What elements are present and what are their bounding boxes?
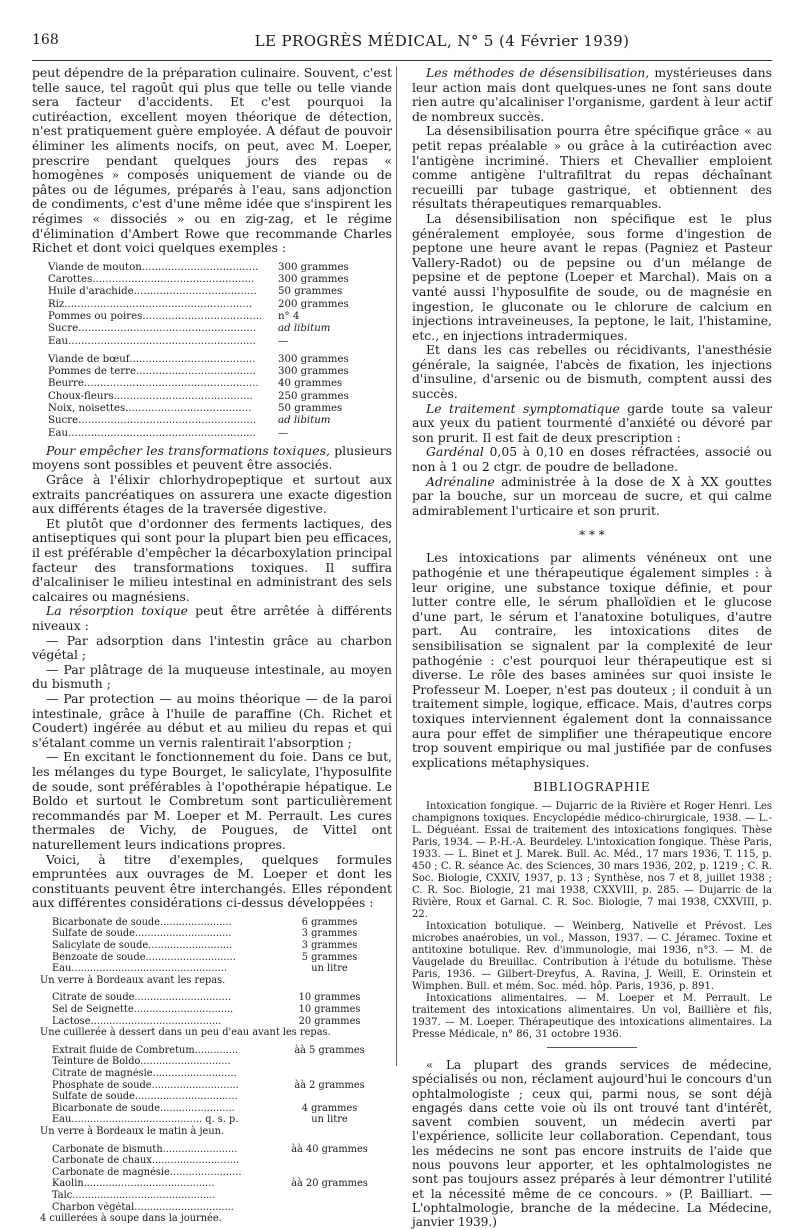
ingredient-name: Carbonate de bismuth........................ (52, 1143, 238, 1155)
ingredient-name: Salicylate de soude........................... (52, 940, 233, 952)
ingredient-name: Bicarbonate de soude....................... (52, 916, 232, 928)
ingredient-quantity: 5 grammes (301, 951, 358, 963)
paragraph: Et plutôt que d'ordonner des ferments lactiques, des antiseptiques qui sont pour la plupart bien peu efficaces, il est préférable d'empêcher la décarboxylation principal facteur des transformations toxiques. Il suffira d'alcaliniser le milieu intestinal en administrant des sels calcaires ou magnésiens. (32, 515, 392, 604)
paragraph (412, 66, 772, 124)
formula-row (48, 299, 392, 311)
ingredient-quantity: n° 4 (278, 310, 300, 322)
formula-row (48, 323, 392, 335)
page-number: 168 (32, 32, 59, 48)
ingredient-quantity (267, 1155, 392, 1167)
formula-row (52, 1056, 392, 1068)
ingredient-name: Sel de Seignette................................ (52, 1004, 234, 1016)
regime-list-1 (48, 262, 392, 348)
ingredient-quantity: — (278, 427, 289, 439)
ingredient-name: Phosphate de soude............................ (52, 1079, 239, 1091)
ingredient-name: Sulfate de soude................................. (52, 1091, 238, 1103)
formula-row (52, 1167, 392, 1179)
ingredient-quantity (267, 1068, 392, 1080)
ingredient-name: Sucre....................................................... (48, 415, 257, 427)
divider (547, 1047, 637, 1048)
ingredient-quantity: un litre (311, 1114, 348, 1126)
bibliography-title: BIBLIOGRAPHIE (533, 780, 651, 795)
left-column (32, 66, 392, 1229)
formula-row (48, 366, 392, 378)
paragraph (412, 445, 772, 474)
formula-row (52, 1144, 392, 1156)
paragraph (32, 444, 392, 473)
paragraph: Grâce à l'élixir chlorhydropeptique et surtout aux extraits pancréatiques on assurera une exacte digestion aux différents étages de la traversée digestive. (32, 472, 392, 517)
paragraph: Et dans les cas rebelles ou récidivants, l'anesthésie générale, la saignée, l'abcès de fixation, les injections d'insuline, d'arsenic ou de bismuth, comptent aussi des succès. (412, 342, 772, 402)
ingredient-quantity: àà 20 grammes (291, 1178, 368, 1190)
paragraph: Les intoxications par aliments vénéneux ont une pathogénie et une thérapeutique également simples : à leur origine, une substance toxique définie, et pour lutter contre elle, le sérum phalloïdien et le glucose d'une part, le sérum et l'anatoxine botuliques, d'autre part. Au contraire, les intoxications dites de sensibilisation se signalent par la complexité de leur pathogénie : c'est pourquoi leur thérapeutique est si diverse. Le rôle des bases aminées sur quoi insiste le Professeur M. Loeper, n'est pas douteux ; il conduit à un traitement simple, logique, efficace. Mais, d'autres corps toxiques interviennent également dont la connaissance aura pour effet de simplifier une thérapeutique encore trop souvent empirique ou mal justifiée par de confuses explications métaphysiques. (412, 550, 772, 770)
ingredient-name: Eau.................................................. (52, 963, 228, 975)
journal-title: LE PROGRÈS MÉDICAL, N° 5 (4 Février 1939) (254, 32, 630, 50)
ingredient-name: Carottes.................................................. (48, 274, 255, 286)
ingredient-quantity (267, 1091, 392, 1103)
paragraph: — Par plâtrage de la muqueuse intestinale, au moyen du bismuth ; (32, 661, 392, 692)
paragraph: peut dépendre de la préparation culinaire. Souvent, c'est telle sauce, tel ragoût qui plus que telle ou telle viande sera facteur d'accidents. Et c'est pourquoi la cutiréaction, excellent moyen théorique de détection, n'est pratiquement guère employée. A défaut de pouvoir éliminer les aliments nocifs, on peut, avec M. Loeper, prescrire pendant quelques jours des repas « homogènes » composés uniquement de viande ou de pâtes ou de légumes, préparés à l'eau, sans adjonction de condiments, c'est d'une même idée que s'inspirent les régimes « dissociés » ou en zig-zag, et le régime d'élimination d'Ambert Rowe que recommande Charles Richet et dont voici quelques exemples : (32, 65, 392, 256)
ingredient-name: Viande de mouton.................................... (48, 261, 259, 273)
paragraph-text: garde toute sa valeur aux yeux du patient tourmenté d'anxiété ou dévoré par son prurit. Il est fait de deux prescription : (412, 400, 772, 445)
formula-row (52, 1045, 392, 1057)
formula-1 (40, 916, 392, 987)
ingredient-quantity: 3 grammes (301, 940, 358, 952)
formula-row (48, 311, 392, 323)
ingredient-quantity: 40 grammes (278, 378, 343, 390)
section-stars: * * * (579, 528, 605, 543)
italic-lead: Pour empêcher les transformations toxiques, (46, 442, 330, 458)
paragraph: La désensibilisation non spécifique est le plus généralement employée, sous forme d'ingestion de peptone une heure avant le repas (Pagniez et Pasteur Vallery-Radot) ou de pepsine ou d'un mélange de pepsine et de peptone (Loeper et Marchal). Mais on a vanté aussi l'hyposulfite de soude, ou de magnésie en ingestion, le gluconate ou le chlorure de calcium en injections intraveineuses, la peptone, le lait, l'histamine, etc., en injections intradermiques. (412, 210, 772, 343)
ingredient-name: Citrate de soude............................... (52, 992, 231, 1004)
ingredient-quantity: ad libitum (278, 323, 331, 335)
formula-row (48, 403, 392, 415)
formula-row (48, 274, 392, 286)
ingredient-quantity: ad libitum (278, 415, 331, 427)
ingredient-name: Teinture de Boldo............................. (52, 1056, 231, 1068)
quote: « La plupart des grands services de médecine, spécialisés ou non, réclament aujourd'hui le concours d'un ophtalmologiste ; ceux qui, parmi nous, se sont déjà engagés dans cette voie où ils ont trouvé tant d'intérêt, savent combien souvent, un médecin averti par l'expérience, sollicite leur collaboration. Cependant, tous les médecins ne sont pas encore instruits de l'aide que nous pouvons leur apporter, et les ophtalmologistes ne sont pas toujours assez préparés à leur démontrer l'utilité et la nécessité même de ce concours. » (P. Bailliart. — L'ophtalmologie, branche de la médecine. La Médecine, janvier 1939.) (412, 1057, 772, 1229)
bibliography-entry: Intoxication botulique. — Weinberg, Nativelle et Prévost. Les microbes anaérobies, un vol., Masson, 1937. — C. Jéramec. Toxine et antitoxine botulique. Rev. d'immunologie, mai 1936, n°3. — M. de Vaugelade du Breuillac. Contribution à l'étude du botulisme. Thèse Paris, 1936. — Gilbert-Dreyfus, A. Ravina, J. Weill, E. Orinstein et Wimphen. Bull. et mém. Soc. méd. hôp. Paris, 1936, p. 891. (412, 920, 772, 992)
italic-lead: Le traitement symptomatique (426, 400, 620, 416)
italic-lead: La résorption toxique (46, 603, 188, 619)
ingredient-quantity: 200 grammes (278, 298, 349, 310)
ingredient-name: Beurre...................................................... (48, 378, 259, 390)
formula-row (52, 963, 392, 975)
ingredient-name: Eau.......................................................... (48, 335, 256, 347)
ingredient-name: Charbon végétal................................ (52, 1201, 234, 1213)
ingredient-quantity: 250 grammes (278, 390, 349, 402)
ingredient-quantity: 20 grammes (298, 1015, 361, 1027)
formula-row (52, 1114, 392, 1126)
bibliography-entry: Intoxications alimentaires. — M. Loeper et M. Perrault. Le traitement des intoxications alimentaires. Un vol, Baillière et fils, 1937. — M. Loeper. Thérapeutique des intoxications alimentaires. La Presse Médicale, n° 86, 31 octobre 1936. (412, 992, 772, 1040)
ingredient-name: Carbonate de magnésie....................... (52, 1166, 242, 1178)
formula-row (52, 952, 392, 964)
ingredient-quantity (267, 1167, 392, 1179)
formula-row (48, 336, 392, 348)
formula-row (48, 391, 392, 403)
formula-row (48, 415, 392, 427)
formula-row (48, 286, 392, 298)
ingredient-name: Eau.......................................................... (48, 427, 256, 439)
ingredient-quantity: — (278, 335, 289, 347)
ingredient-quantity: 3 grammes (301, 928, 358, 940)
ingredient-name: Benzoate de soude............................. (52, 951, 236, 963)
ingredient-quantity: 50 grammes (278, 286, 343, 298)
formula-row (48, 262, 392, 274)
ingredient-quantity (267, 1202, 392, 1214)
paragraph: La désensibilisation pourra être spécifique grâce « au petit repas préalable » ou grâce à la cutiréaction avec l'antigène incriminé. Thiers et Chevallier emploient comme antigène l'ultrafiltrat du repas déchaînant recueilli par tubage gastrique, et obtiennent des résultats thérapeutiques remarquables. (412, 123, 772, 212)
formula-note: 4 cuillerées à soupe dans la journée. (40, 1213, 222, 1225)
ingredient-quantity: àà 5 grammes (294, 1044, 365, 1056)
italic-lead: Adrénaline (426, 473, 495, 489)
regime-list-2 (48, 354, 392, 440)
paragraph-text: peut être arrêtée à différents niveaux : (32, 603, 392, 633)
paragraph: — En excitant le fonctionnement du foie. Dans ce but, les mélanges du type Bourget, le salicylate, l'hyposulfite de soude, sont préférables à l'opothérapie hépatique. Le Boldo et surtout le Combretum sont particulièrement recommandés par M. Loeper et M. Perrault. Les cures thermales de Vichy, de Pougues, de Vittel ont naturellement leurs indications propres. (32, 749, 392, 852)
paragraph: — Par protection — au moins théorique — de la paroi intestinale, grâce à l'huile de paraffine (Ch. Richet et Coudert) ingérée au début et au milieu du repas et qui s'étalant comme un vernis ralentirait l'absorption ; (32, 690, 392, 750)
formula-row (52, 1091, 392, 1103)
formula-row (52, 917, 392, 929)
formula-row (48, 428, 392, 440)
ingredient-quantity: àà 40 grammes (291, 1143, 368, 1155)
paragraph-text: mystérieuses dans leur action mais dont quelques-unes ne font sans doute rien autre qu'alcaliniser l'organisme, gardent à leur actif de nombreux succès. (412, 65, 772, 124)
paragraph (412, 475, 772, 519)
ingredient-name: Sucre....................................................... (48, 323, 257, 335)
paragraph-text: 0,05 à 0,10 en doses réfractées, associé ou non à 1 ou 2 ctgr. de poudre de belladone. (412, 444, 772, 475)
ingredient-quantity: 50 grammes (278, 402, 343, 414)
ingredient-quantity: 300 grammes (278, 261, 349, 273)
formula-note: Un verre à Bordeaux avant les repas. (40, 974, 226, 986)
formula-note: Une cuillerée à dessert dans un peu d'eau avant les repas. (40, 1027, 331, 1039)
ingredient-name: Choux-fleurs........................................... (48, 390, 253, 402)
ingredient-quantity: 10 grammes (298, 992, 361, 1004)
ingredient-quantity: 300 grammes (278, 274, 349, 286)
formula-row (52, 992, 392, 1004)
paragraph-text: administrée à la dose de X à XX gouttes par la bouche, sur un morceau de sucre, et qui calme admirablement l'urticaire et son prurit. (412, 473, 772, 518)
formula-note: Un verre à Bordeaux le matin à jeun. (40, 1125, 225, 1137)
ingredient-name: Carbonate de chaux............................ (52, 1155, 240, 1167)
formula-row (52, 940, 392, 952)
ingredient-quantity: 300 grammes (278, 353, 349, 365)
ingredient-quantity: 300 grammes (278, 366, 349, 378)
paragraph (412, 402, 772, 446)
column-separator (396, 66, 397, 1066)
paragraph-text: plusieurs moyens sont possibles et peuvent être associés. (32, 442, 392, 473)
formula-2 (40, 992, 392, 1039)
italic-lead: Les méthodes de désensibilisation, (426, 65, 650, 80)
ingredient-name: Kaolin.......................................... (52, 1178, 215, 1190)
formula-row (52, 1103, 392, 1115)
right-column (412, 66, 772, 1229)
formula-row (52, 1190, 392, 1202)
formula-row (52, 1202, 392, 1214)
ingredient-name: Sulfate de soude............................... (52, 928, 232, 940)
ingredient-quantity: 10 grammes (298, 1004, 361, 1016)
formula-row (52, 1004, 392, 1016)
formula-row (52, 1155, 392, 1167)
formula-row (52, 1068, 392, 1080)
formula-row (52, 1016, 392, 1028)
formula-row (52, 1178, 392, 1190)
formula-row (48, 378, 392, 390)
formula-4 (40, 1143, 392, 1225)
formula-row (48, 354, 392, 366)
header-rule (32, 60, 772, 61)
formula-3 (40, 1044, 392, 1138)
formula-row (52, 1080, 392, 1092)
ingredient-quantity: 6 grammes (301, 916, 358, 928)
ingredient-name: Riz.......................................................... (48, 298, 253, 310)
ingredient-quantity: un litre (311, 963, 348, 975)
ingredient-name: Pommes ou poires..................................... (48, 310, 263, 322)
ingredient-name: Huile d'arachide...................................... (48, 286, 257, 298)
ingredient-name: Citrate de magnésie........................... (52, 1068, 237, 1079)
ingredient-quantity: 4 grammes (301, 1102, 358, 1114)
ingredient-name: Extrait fluide de Combretum.............. (52, 1044, 239, 1056)
paragraph (32, 604, 392, 633)
page-header (32, 32, 772, 54)
ingredient-quantity: àà 2 grammes (294, 1079, 365, 1091)
formula-row (52, 928, 392, 940)
ingredient-name: Bicarbonate de soude........................ (52, 1102, 235, 1114)
ingredient-name: Noix, noisettes....................................... (48, 402, 252, 414)
ingredient-name: Pommes de terre..................................... (48, 366, 256, 378)
paragraph: — Par adsorption dans l'intestin grâce au charbon végétal ; (32, 632, 392, 663)
ingredient-name: Viande de bœuf....................................... (48, 353, 256, 365)
paragraph: Voici, à titre d'exemples, quelques formules empruntées aux ouvrages de M. Loeper et dont les constituants peuvent être interchangés. Elles répondent aux différentes considérations ci-dessus développées : (32, 851, 392, 911)
italic-lead: Gardénal (426, 444, 484, 460)
bibliography-entry: Intoxication fongique. — Dujarric de la Rivière et Roger Henri. Les champignons toxiques. Encyclopédie médico-chirurgicale, 1938. — L.-L. Déguéant. Essai de traitement des intoxications fongiques. Thèse Paris, 1934. — P.-H.-A. Beurdeley. L'intoxication fongique. Thèse Paris, 1933. — L. Binet et J. Marek. Bull. Ac. Méd., 17 mars 1936, T. 115, p. 450 ; C. R. séance Ac. des Sciences, 30 mars 1936, 202, p. 1219 ; C. R. Soc. Biologie, CXXIV, 1937, p. 13 ; Synthèse, nos 7 et 8, juillet 1938 ; C. R. Soc. Biologie, 21 mai 1938, CXXVIII, p. 285. — Dujarric de la Rivière, Roux et Garnal. C. R. Soc. Biologie, 7 mai 1938, CXXVIII, p. 22. (412, 800, 772, 920)
ingredient-name: Talc.............................................. (52, 1189, 216, 1201)
ingredient-quantity (267, 1056, 392, 1068)
ingredient-name: Lactose.......................................... (52, 1015, 222, 1027)
ingredient-quantity (267, 1190, 392, 1202)
ingredient-name: Eau.......................................... q. s. p. (52, 1114, 239, 1126)
